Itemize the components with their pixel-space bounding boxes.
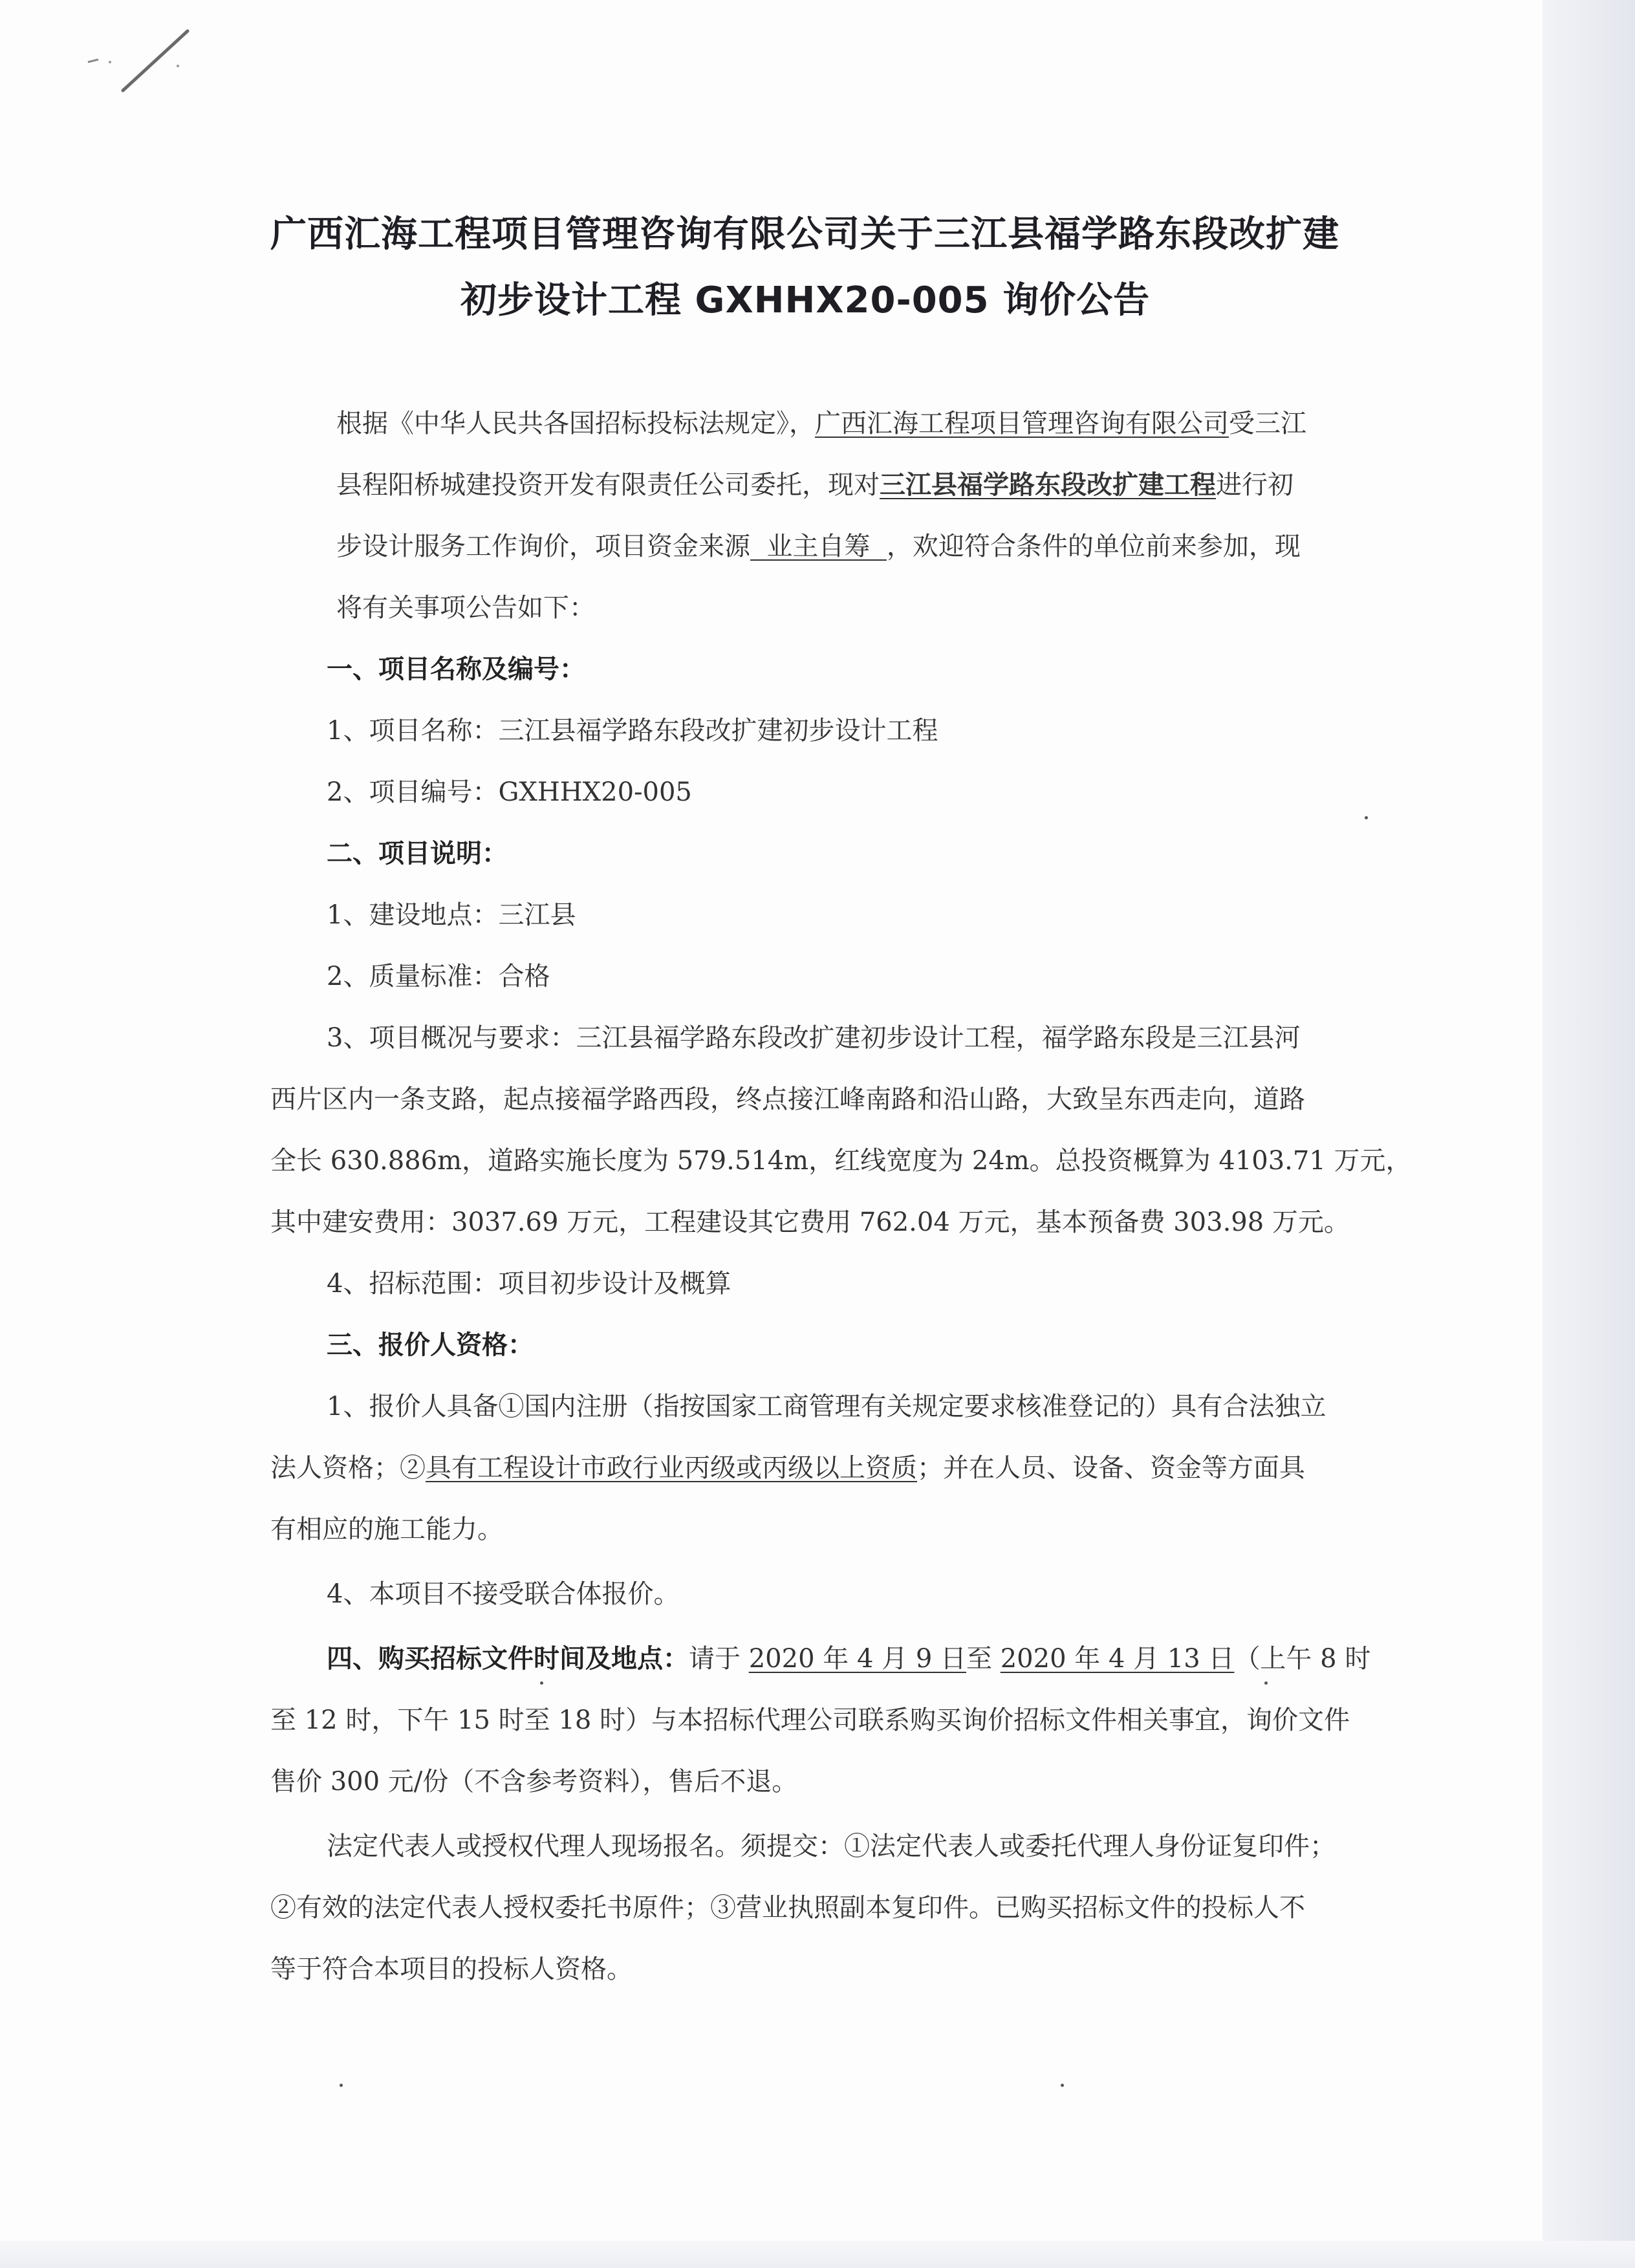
s1-item-2: 2、项目编号：GXHHX20-005 [327,777,692,807]
intro-line-1 [336,407,1306,440]
s3-item-4: 4、本项目不接受联合体报价。 [327,1579,680,1609]
s3-item-1-line-1: 1、报价人具备①国内注册（指按国家工商管理有关规定要求核准登记的）具有合法独立 [327,1392,1326,1421]
intro-text: 进行初 [1216,470,1294,500]
scan-speck [1061,2084,1064,2087]
s2-item-3-line-2: 西片区内一条支路，起点接福学路西段，终点接江峰南路和沿山路，大致呈东西走向，道路 [270,1085,1305,1114]
agency-name: 广西汇海工程项目管理咨询有限公司 [815,409,1229,438]
scan-speck [1365,816,1368,819]
section-4-line-1 [327,1643,1370,1675]
intro-text: 根据《中华人民共各国招标投标法规定》， [336,409,815,438]
s4-text: （上午 8 时 [1234,1644,1371,1674]
fund-source: 业主自筹 [750,532,887,561]
section-4-line-2: 至 12 时，下午 15 时至 18 时）与本招标代理公司联系购买询价招标文件相关事宜，询价文件 [270,1705,1350,1735]
section-1-heading: 一、项目名称及编号： [327,654,585,684]
scan-speck [1264,1681,1268,1685]
scan-speck [540,1681,543,1685]
s4-text: 请于 [689,1644,749,1674]
s3-item-1-line-2 [270,1452,1305,1484]
s2-item-1: 1、建设地点：三江县 [327,900,576,930]
s1-item-1: 1、项目名称：三江县福学路东段改扩建初步设计工程 [327,716,938,746]
section-2-heading: 二、项目说明： [327,839,508,869]
s2-item-4: 4、招标范围：项目初步设计及概算 [327,1269,731,1299]
scan-speck [340,2084,343,2087]
intro-line-4: 将有关事项公告如下： [336,593,595,623]
section-4-heading: 四、购买招标文件时间及地点： [327,1644,689,1674]
intro-line-3 [336,530,1301,563]
section-4-line-3: 售价 300 元/份（不含参考资料），售后不退。 [270,1767,798,1797]
section-4-p2-line-2: ②有效的法定代表人授权委托书原件；③营业执照副本复印件。已购买招标文件的投标人不 [270,1893,1305,1923]
intro-text: ，欢迎符合条件的单位前来参加，现 [886,532,1301,561]
section-4-p2-line-1: 法定代表人或授权代理人现场报名。须提交：①法定代表人或委托代理人身份证复印件； [327,1831,1336,1861]
start-date: 2020 年 4 月 9 日 [748,1644,966,1674]
s2-item-3-line-1: 3、项目概况与要求：三江县福学路东段改扩建初步设计工程，福学路东段是三江县河 [327,1023,1301,1053]
intro-text: 受三江 [1229,409,1306,438]
intro-text: 县程阳桥城建投资开发有限责任公司委托，现对 [336,470,880,500]
project-name: 三江县福学路东段改扩建工程 [880,470,1216,500]
title-line-1: 广西汇海工程项目管理咨询有限公司关于三江县福学路东段改扩建 [270,213,1339,255]
intro-text: 步设计服务工作询价，项目资金来源 [336,532,750,561]
s4-text: 至 [966,1644,1001,1674]
s2-item-3-line-3: 全长 630.886m，道路实施长度为 579.514m，红线宽度为 24m。总投资概算为 4103.71 万元， [270,1146,1412,1176]
title-line-2: 初步设计工程 GXHHX20-005 询价公告 [460,279,1151,321]
qualification-requirement: 具有工程设计市政行业丙级或丙级以上资质 [426,1453,917,1483]
intro-line-2 [336,469,1294,501]
s3-text: 法人资格；② [270,1453,426,1483]
s2-item-3-line-4: 其中建安费用：3037.69 万元，工程建设其它费用 762.04 万元，基本预备费 303.98 万元。 [270,1207,1350,1237]
s3-item-1-line-3: 有相应的施工能力。 [270,1515,503,1544]
s2-item-2: 2、质量标准：合格 [327,962,550,991]
section-4-p2-line-3: 等于符合本项目的投标人资格。 [270,1954,633,1984]
end-date: 2020 年 4 月 13 日 [1000,1644,1235,1674]
s3-text: ；并在人员、设备、资金等方面具 [917,1453,1305,1483]
section-3-heading: 三、报价人资格： [327,1330,534,1360]
